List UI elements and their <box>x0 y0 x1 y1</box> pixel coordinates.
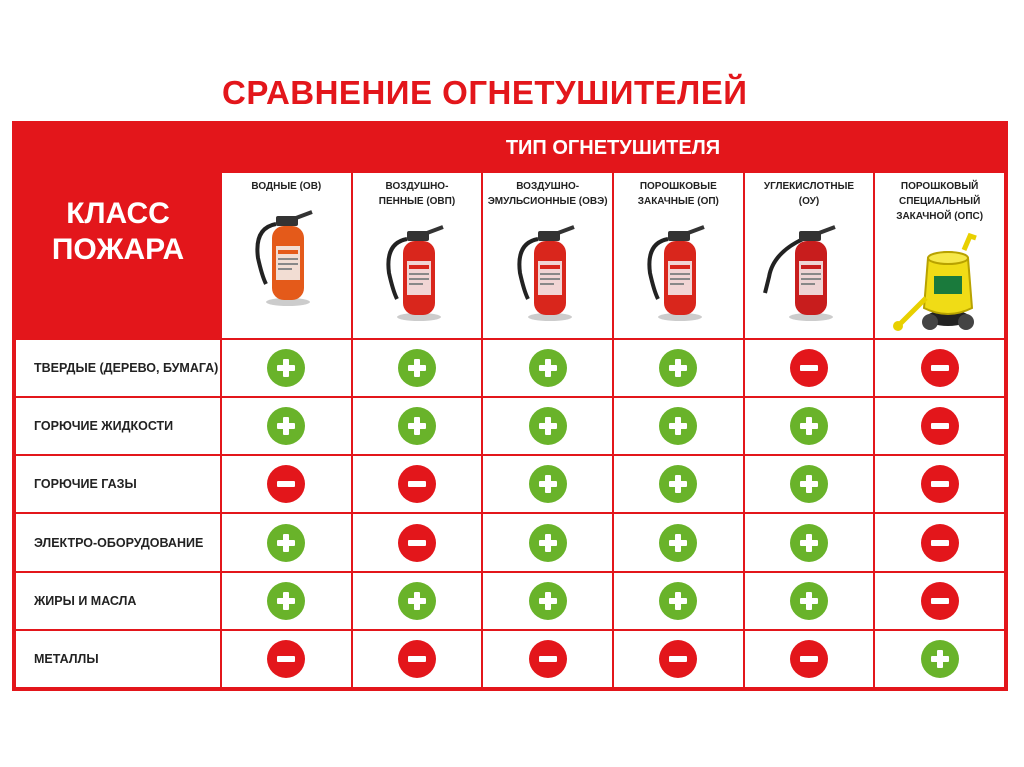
table-cell <box>613 397 744 455</box>
minus-icon <box>267 640 305 678</box>
plus-icon <box>529 582 567 620</box>
plus-icon <box>921 640 959 678</box>
minus-icon <box>921 524 959 562</box>
row-label: ГОРЮЧИЕ ГАЗЫ <box>15 455 221 513</box>
table-cell <box>352 397 483 455</box>
table-cell <box>744 513 875 571</box>
plus-icon <box>398 582 436 620</box>
column-label: ВОЗДУШНО- ЭМУЛЬСИОННЫЕ (ОВЭ) <box>487 181 608 207</box>
minus-icon <box>921 582 959 620</box>
table-cell <box>613 513 744 571</box>
emulsion-extinguisher-icon <box>483 213 612 323</box>
table-cell <box>221 513 352 571</box>
table-cell <box>482 339 613 397</box>
foam-extinguisher-icon <box>353 213 482 323</box>
table-cell <box>221 397 352 455</box>
table-cell <box>352 513 483 571</box>
plus-icon <box>267 524 305 562</box>
minus-icon <box>921 465 959 503</box>
minus-icon <box>398 524 436 562</box>
table-cell <box>613 339 744 397</box>
table-cell <box>613 630 744 688</box>
minus-icon <box>921 407 959 445</box>
table-cell <box>744 572 875 630</box>
plus-icon <box>790 524 828 562</box>
minus-icon <box>659 640 697 678</box>
table-row <box>15 455 1005 513</box>
table-cell <box>482 513 613 571</box>
plus-icon <box>267 582 305 620</box>
plus-icon <box>529 407 567 445</box>
column-label: УГЛЕКИСЛОТНЫЕ (ОУ) <box>763 181 855 207</box>
table-cell <box>874 572 1005 630</box>
water-extinguisher-icon <box>222 198 351 308</box>
minus-icon <box>529 640 567 678</box>
row-label: МЕТАЛЛЫ <box>15 630 221 688</box>
table-cell <box>352 572 483 630</box>
table-cell <box>744 397 875 455</box>
minus-icon <box>267 465 305 503</box>
table-cell <box>352 630 483 688</box>
table-cell <box>482 397 613 455</box>
column-header <box>352 172 483 339</box>
fire-class-header: КЛАСС ПОЖАРА <box>15 124 221 339</box>
table-cell <box>744 455 875 513</box>
table-row <box>15 630 1005 688</box>
column-label: ВОЗДУШНО- ПЕННЫЕ (ОВП) <box>378 181 456 207</box>
minus-icon <box>921 349 959 387</box>
table-cell <box>482 572 613 630</box>
plus-icon <box>267 349 305 387</box>
table-cell <box>613 455 744 513</box>
row-label: ТВЕРДЫЕ (ДЕРЕВО, БУМАГА) <box>15 339 221 397</box>
co2-extinguisher-icon <box>745 213 874 323</box>
table-cell <box>221 630 352 688</box>
column-label: ВОДНЫЕ (ОВ) <box>251 181 322 192</box>
column-label: ПОРОШКОВЫЙ СПЕЦИАЛЬНЫЙ ЗАКАЧНОЙ (ОПС) <box>896 181 984 222</box>
extinguisher-type-header: ТИП ОГНЕТУШИТЕЛЯ <box>221 124 1005 172</box>
minus-icon <box>398 465 436 503</box>
table-cell <box>221 572 352 630</box>
table-cell <box>221 455 352 513</box>
table-cell <box>874 339 1005 397</box>
table-cell <box>874 455 1005 513</box>
plus-icon <box>529 349 567 387</box>
plus-icon <box>529 465 567 503</box>
powder-extinguisher-icon <box>614 213 743 323</box>
minus-icon <box>398 640 436 678</box>
table-row <box>15 513 1005 571</box>
table-cell <box>744 630 875 688</box>
column-header <box>221 172 352 339</box>
plus-icon <box>659 524 697 562</box>
page-title: СРАВНЕНИЕ ОГНЕТУШИТЕЛЕЙ <box>222 74 748 111</box>
table-cell <box>482 455 613 513</box>
table-row <box>15 572 1005 630</box>
column-header <box>613 172 744 339</box>
column-header <box>744 172 875 339</box>
plus-icon <box>790 407 828 445</box>
column-label: ПОРОШКОВЫЕ ЗАКАЧНЫЕ (ОП) <box>637 181 719 207</box>
plus-icon <box>790 465 828 503</box>
wheeled-powder-extinguisher-icon <box>875 228 1004 338</box>
table-cell <box>874 513 1005 571</box>
table-row <box>15 339 1005 397</box>
plus-icon <box>398 407 436 445</box>
plus-icon <box>659 349 697 387</box>
row-label: ЭЛЕКТРО-ОБОРУДОВАНИЕ <box>15 513 221 571</box>
table-cell <box>874 397 1005 455</box>
column-header <box>874 172 1005 339</box>
column-header <box>482 172 613 339</box>
plus-icon <box>267 407 305 445</box>
table-row <box>15 397 1005 455</box>
plus-icon <box>659 407 697 445</box>
table-cell <box>352 339 483 397</box>
comparison-table <box>12 121 1008 691</box>
plus-icon <box>398 349 436 387</box>
plus-icon <box>790 582 828 620</box>
table-cell <box>613 572 744 630</box>
minus-icon <box>790 349 828 387</box>
minus-icon <box>790 640 828 678</box>
table-cell <box>874 630 1005 688</box>
row-label: ЖИРЫ И МАСЛА <box>15 572 221 630</box>
row-label: ГОРЮЧИЕ ЖИДКОСТИ <box>15 397 221 455</box>
table-cell <box>744 339 875 397</box>
plus-icon <box>529 524 567 562</box>
table-cell <box>221 339 352 397</box>
table-cell <box>352 455 483 513</box>
plus-icon <box>659 465 697 503</box>
plus-icon <box>659 582 697 620</box>
table-cell <box>482 630 613 688</box>
